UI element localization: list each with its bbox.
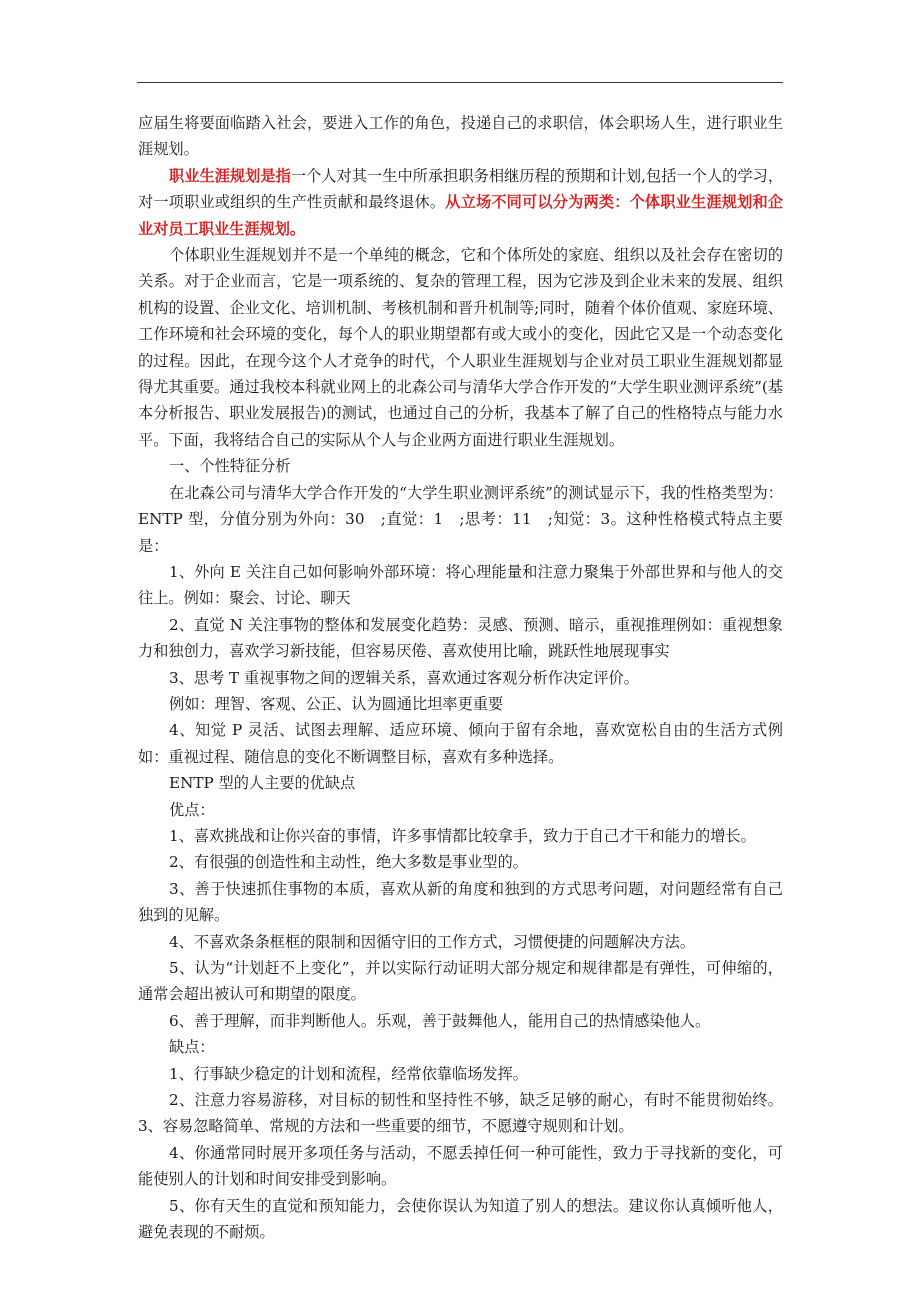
paragraph xyxy=(138,691,783,717)
text-run: 3、思考 T 重视事物之间的逻辑关系，喜欢通过客观分析作决定评价。 xyxy=(169,668,639,687)
paragraph xyxy=(138,797,783,823)
text-run: ENTP 型的人主要的优缺点 xyxy=(169,774,356,793)
text-run: 个体职业生涯规划并不是一个单纯的概念，它和个体所处的家庭、组织以及社会存在密切的关系。对于企业而言，它是一项系统的、复杂的管理工程，因为它涉及到企业未来的发展、组织机构的设置、企业文化、培训机制、考核机制和晋升机制等;同时，随着个体价值观、家庭环境、工作环境和社会环境的变化，每个人的职业期望都有或大或小的变化，因此它又是一个动态变化的过程。因此，在现今这个人才竞争的时代，个人职业生涯规划与企业对员工职业生涯规划都显得尤其重要。通过我校本科就业网上的北森公司与清华大学合作开发的“大学生职业测评系统”(基本分析报告、职业发展报告)的测试，也通过自己的分析，我基本了解了自己的性格特点与能力水平。下面，我将结合自己的实际从个人与企业两方面进行职业生涯规划。 xyxy=(138,246,783,449)
paragraph xyxy=(138,770,783,796)
text-run: 4、你通常同时展开多项任务与活动，不愿丢掉任何一种可能性，致力于寻找新的变化，可能使别人的计划和时间安排受到影响。 xyxy=(138,1143,783,1189)
paragraph xyxy=(138,612,783,665)
paragraph xyxy=(138,876,783,929)
paragraph xyxy=(138,242,783,453)
text-run: 5、认为“计划赶不上变化”，并以实际行动证明大部分规定和规律都是有弹性，可伸缩的，通常会超出被认可和期望的限度。 xyxy=(138,959,783,1004)
highlighted-text: 从立场不同可以分为两类：个体职业生涯规划和企业对员工职业生涯规划。 xyxy=(138,193,784,238)
paragraph xyxy=(138,453,783,479)
paragraph xyxy=(138,717,783,770)
paragraph xyxy=(138,929,783,955)
paragraph xyxy=(138,163,783,242)
paragraph xyxy=(138,1008,783,1034)
text-run: 1、行事缺少稳定的计划和流程，经常依靠临场发挥。 xyxy=(169,1064,528,1083)
paragraph xyxy=(138,1193,783,1246)
paragraph xyxy=(138,849,783,875)
paragraph xyxy=(138,955,783,1008)
text-run: 一个人对其一生中所承担职务相继历程的预期和计划,包括一个人的学习，对一项职业或组织的生产性贡献和最终退休。 xyxy=(138,166,784,212)
paragraph xyxy=(138,110,783,163)
paragraph xyxy=(138,1140,783,1193)
paragraph xyxy=(138,480,783,559)
text-run: 5、你有天生的直觉和预知能力，会使你误认为知道了别人的想法。建议你认真倾听他人，避免表现的不耐烦。 xyxy=(138,1196,783,1242)
paragraph xyxy=(138,665,783,691)
text-run: 4、知觉 P 灵活、试图去理解、适应环境、倾向于留有余地，喜欢宽松自由的生活方式例如：重视过程、随信息的变化不断调整目标，喜欢有多种选择。 xyxy=(138,721,783,766)
text-run: 在北森公司与清华大学合作开发的“大学生职业测评系统”的测试显示下，我的性格类型为：ENTP 型，分值分别为外向：30 ;直觉：1 ;思考：11 ;知觉：3。这种性格模式特点主要是： xyxy=(138,483,783,555)
text-run: 1、外向 E 关注自己如何影响外部环境：将心理能量和注意力聚集于外部世界和与他人的交往上。例如：聚会、讨论、聊天 xyxy=(138,562,783,608)
text-run: 优点： xyxy=(169,800,215,819)
paragraph xyxy=(138,823,783,849)
text-run: 2、有很强的创造性和主动性，绝大多数是事业型的。 xyxy=(169,853,528,872)
paragraph xyxy=(138,1061,783,1087)
paragraph xyxy=(138,1087,783,1140)
text-run: 例如：理智、客观、公正、认为圆通比坦率更重要 xyxy=(169,694,504,713)
text-run: 4、不喜欢条条框框的限制和因循守旧的工作方式，习惯便捷的问题解决方法。 xyxy=(169,932,696,951)
text-run: 2、注意力容易游移，对目标的韧性和坚持性不够，缺乏足够的耐心，有时不能贯彻始终。3、容易忽略简单、常规的方法和一些重要的细节，不愿遵守规则和计划。 xyxy=(138,1091,783,1136)
text-run: 3、善于快速抓住事物的本质，喜欢从新的角度和独到的方式思考问题，对问题经常有自己独到的见解。 xyxy=(138,879,783,925)
text-run: 缺点： xyxy=(169,1038,215,1057)
text-run: 6、善于理解，而非判断他人。乐观，善于鼓舞他人，能用自己的热情感染他人。 xyxy=(169,1011,711,1030)
text-run: 2、直觉 N 关注事物的整体和发展变化趋势：灵感、预测、暗示，重视推理例如：重视想象力和独创力，喜欢学习新技能，但容易厌倦、喜欢使用比喻，跳跃性地展现事实 xyxy=(138,615,783,661)
text-run: 一、个性特征分析 xyxy=(169,457,291,476)
document-body xyxy=(138,110,783,1245)
header-rule xyxy=(137,82,783,83)
highlighted-text: 职业生涯规划是指 xyxy=(169,166,291,185)
text-run: 1、喜欢挑战和让你兴奋的事情，许多事情都比较拿手，致力于自己才干和能力的增长。 xyxy=(169,826,756,845)
text-run: 应届生将要面临踏入社会，要进入工作的角色，投递自己的求职信，体会职场人生，进行职业生涯规划。 xyxy=(138,114,783,159)
paragraph xyxy=(138,1034,783,1060)
paragraph xyxy=(138,559,783,612)
